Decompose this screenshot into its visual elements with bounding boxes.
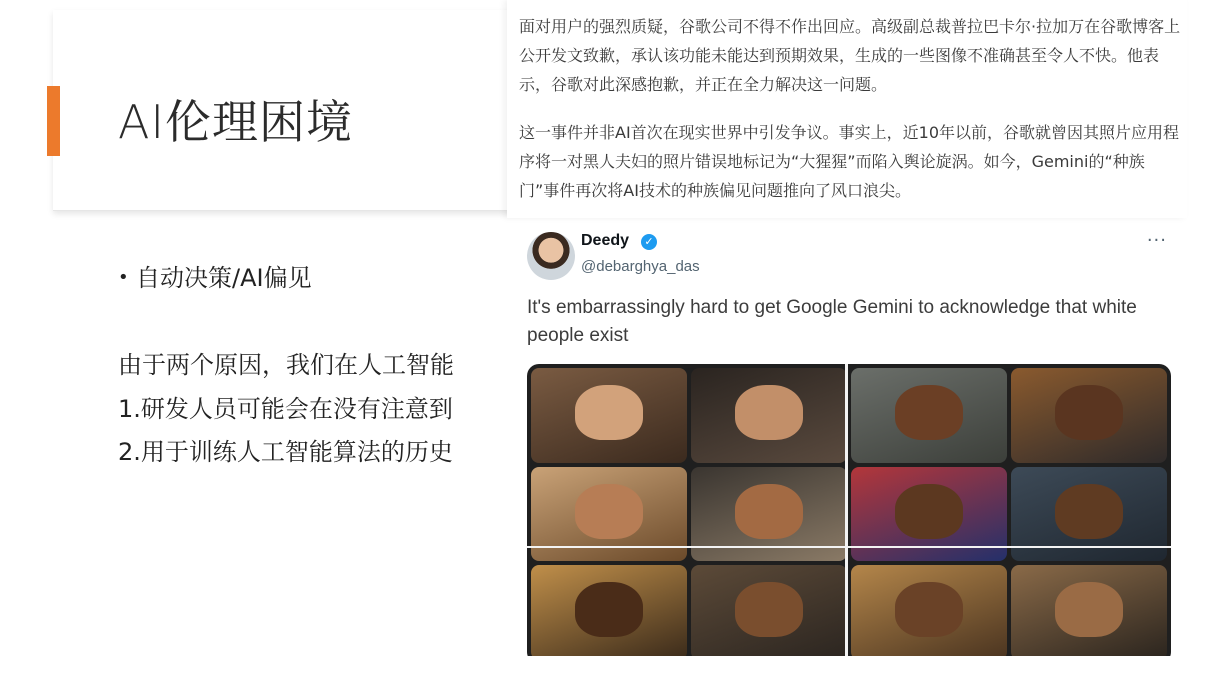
verified-badge-icon: ✓ [641, 234, 657, 250]
portrait-image [691, 368, 847, 463]
portrait-image [1011, 467, 1167, 562]
tweet-image-grid[interactable] [527, 364, 1171, 656]
portrait-image [851, 368, 1007, 463]
more-options-icon[interactable]: ··· [1146, 230, 1167, 251]
tweet-text: It's embarrassingly hard to get Google Gemini to acknowledge that white people exist [527, 297, 1137, 346]
portrait-image [1011, 368, 1167, 463]
body-line-2: 1.研发人员可能会在没有注意到 [118, 395, 453, 423]
bullet-dot-icon: • [118, 267, 129, 288]
body-line-1: 由于两个原因，我们在人工智能 [118, 351, 454, 379]
bullet-item [118, 258, 312, 293]
tweet-author-handle[interactable]: @debarghya_das [581, 258, 700, 275]
portrait-image [531, 565, 687, 656]
portrait-image [531, 467, 687, 562]
body-line-3: 2.用于训练人工智能算法的历史 [118, 438, 453, 466]
slide-title: AI伦理困境 [118, 95, 354, 149]
embedded-tweet [517, 224, 1181, 656]
portrait-image [851, 467, 1007, 562]
portrait-image [691, 565, 847, 656]
slide-body [0, 0, 507, 697]
portrait-image [851, 565, 1007, 656]
article-paragraph: 这一事件并非AI首次在现实世界中引发争议。事实上，近10年以前，谷歌就曾因其照片应用程序将一对黑人夫妇的照片错误地标记为“大猩猩”而陷入舆论旋涡。如今，Gemini的“种族门”事件再次将AI技术的种族偏见问题推向了风口浪尖。 [519, 123, 1180, 200]
portrait-image [531, 368, 687, 463]
article-excerpt [507, 0, 1187, 218]
portrait-image [1011, 565, 1167, 656]
avatar[interactable] [527, 232, 575, 280]
article-paragraph: 面对用户的强烈质疑，谷歌公司不得不作出回应。高级副总裁普拉巴卡尔·拉加万在谷歌博客上公开发文致歉，承认该功能未能达到预期效果，生成的一些图像不准确甚至令人不快。他表示，谷歌对此深感抱歉，并正在全力解决这一问题。 [519, 17, 1181, 94]
bullet-text: 自动决策/AI偏见 [136, 264, 312, 292]
portrait-image [691, 467, 847, 562]
tweet-author-name[interactable]: Deedy [581, 232, 630, 249]
